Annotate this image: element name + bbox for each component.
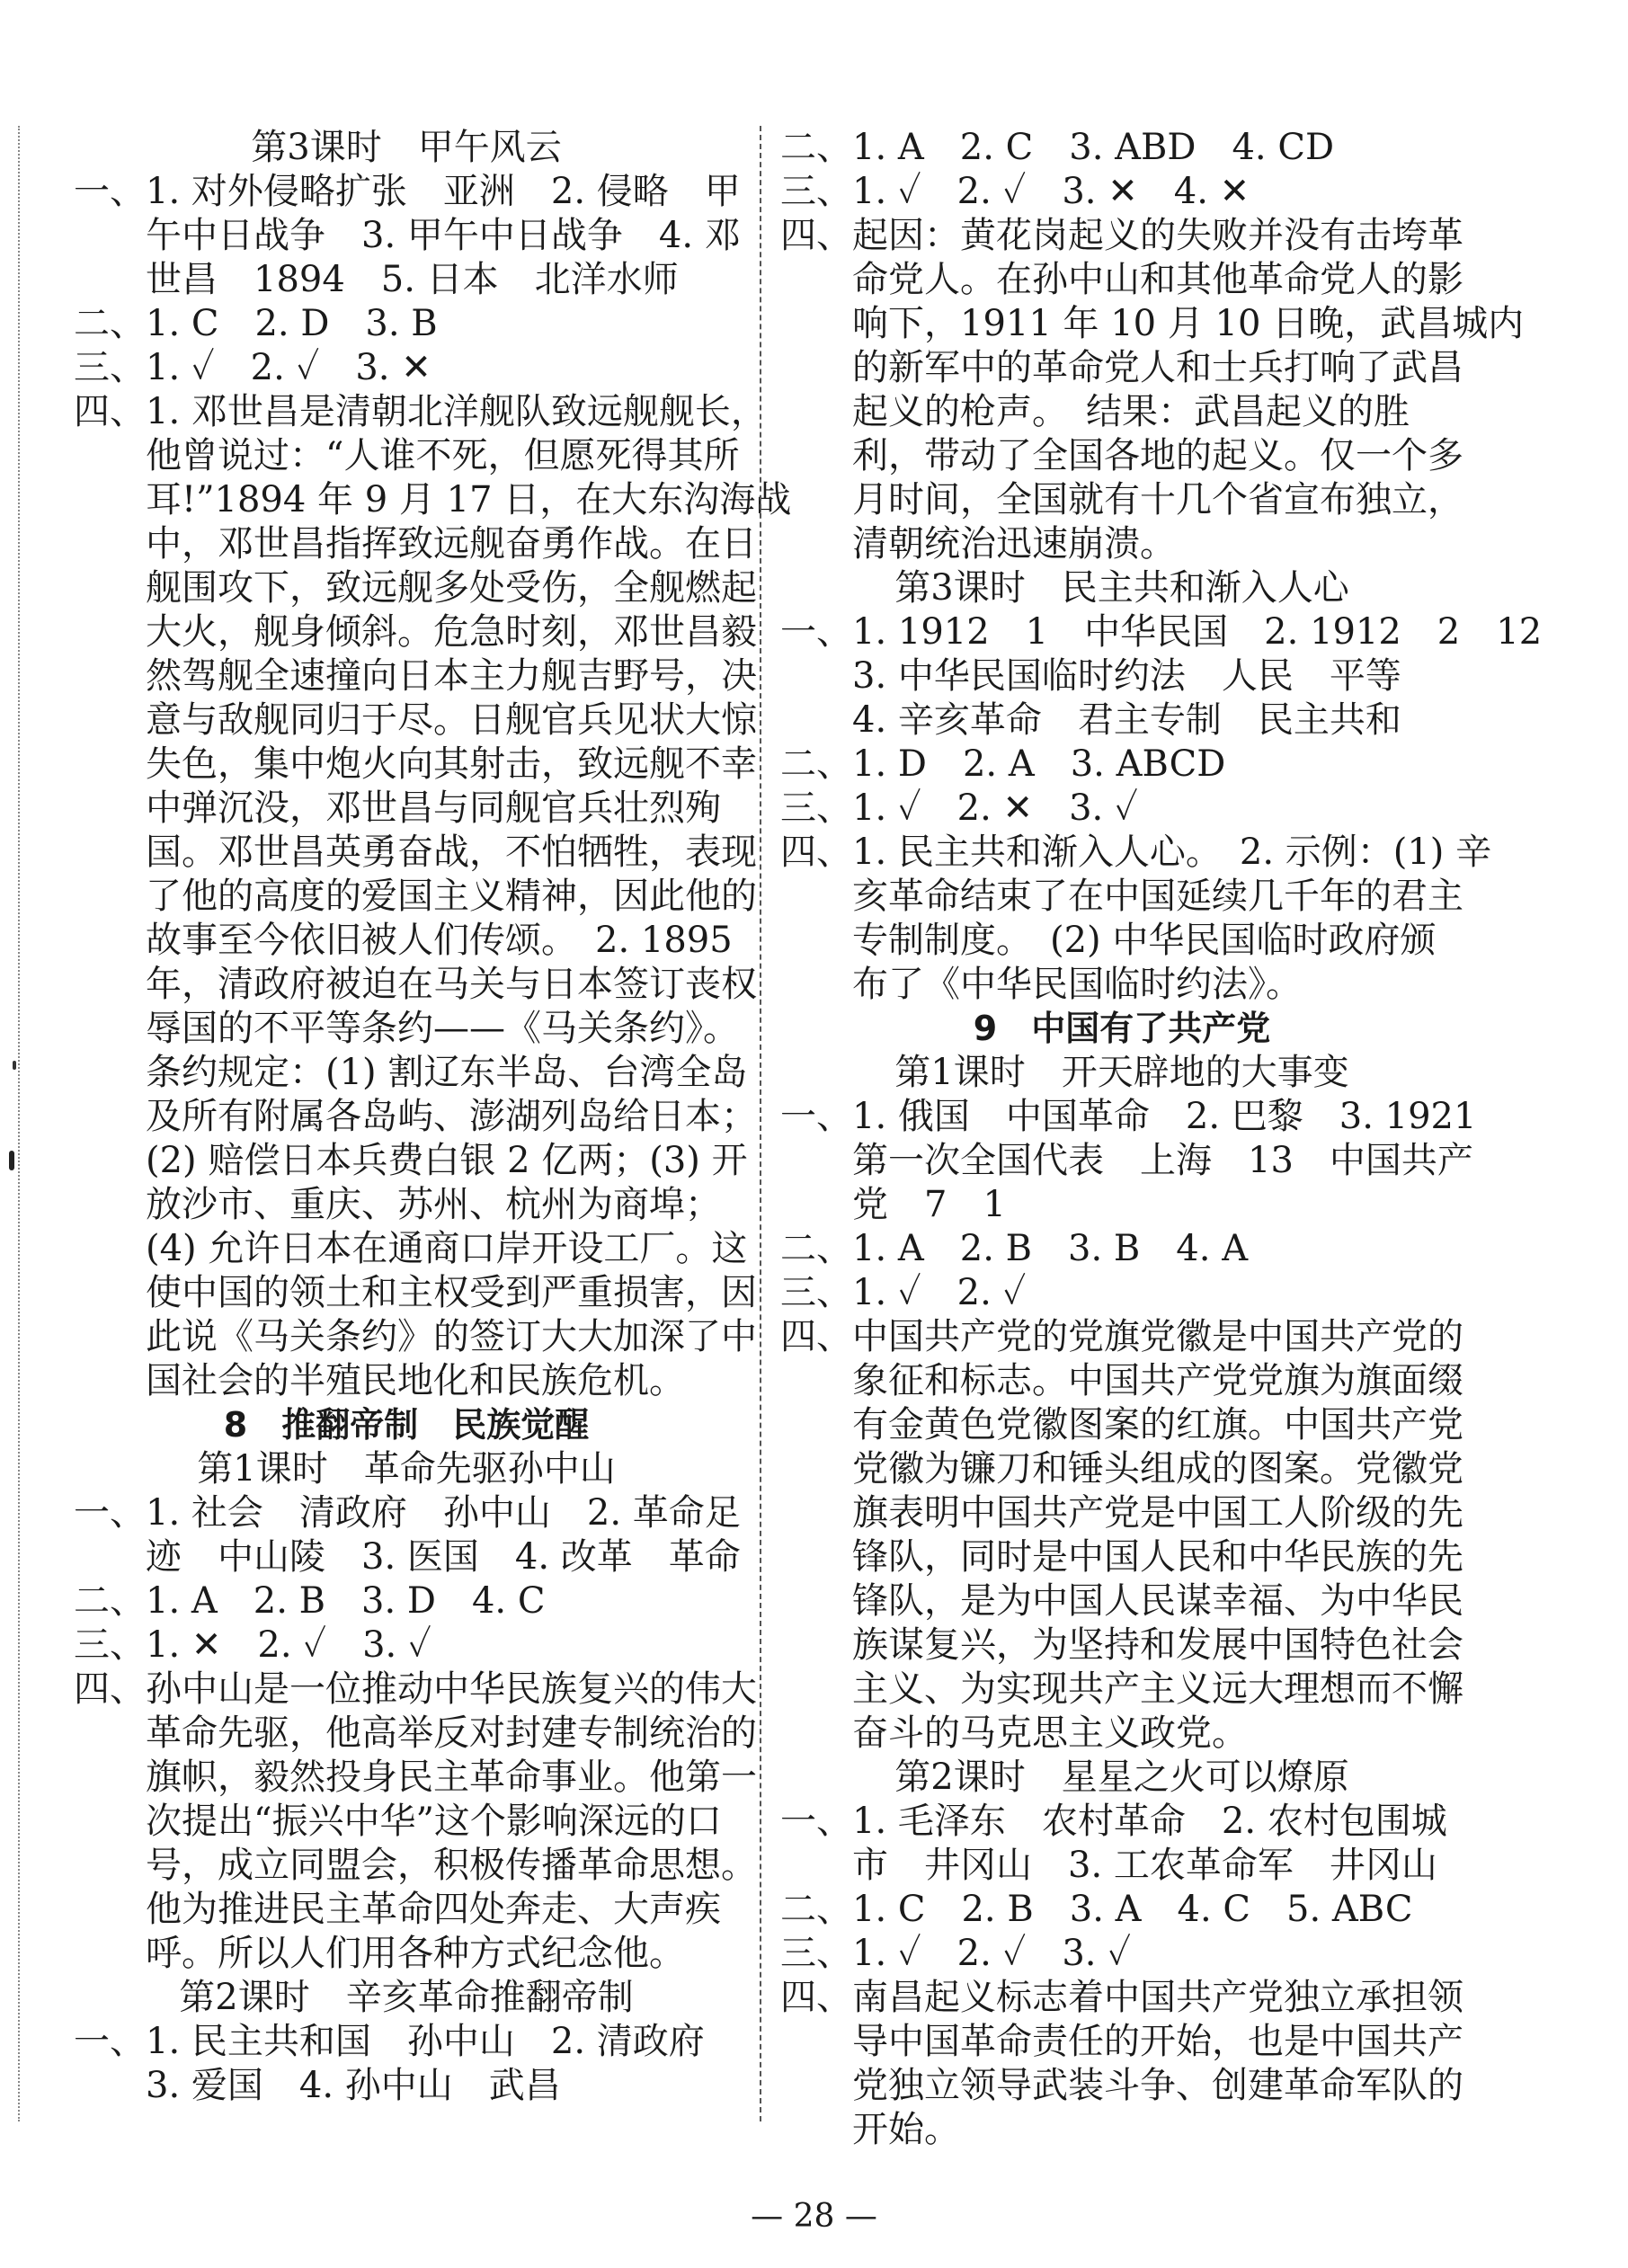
answer-continuation: 革命先驱，他高举反对封建专制统治的 bbox=[146, 1712, 757, 1754]
answer-continuation: 号，成立同盟会，积极传播革命思想。 bbox=[146, 1845, 757, 1886]
answer-continuation: 大火，舰身倾斜。危急时刻，邓世昌毅 bbox=[146, 611, 757, 653]
margin-guide bbox=[18, 126, 20, 2121]
answer-line: 二、1. A 2. B 3. D 4. C bbox=[74, 1580, 546, 1622]
right-column bbox=[780, 126, 1543, 2152]
answer-line: 三、1. ✓ 2. ✕ 3. ✓ bbox=[780, 787, 1138, 829]
answer-continuation: 锋队，是为中国人民谋幸福、为中华民 bbox=[852, 1580, 1463, 1622]
answer-continuation: 此说《马关条约》的签订大大加深了中 bbox=[146, 1316, 757, 1357]
answer-continuation: 意与敌舰同归于尽。日舰官兵见状大惊 bbox=[146, 699, 757, 741]
answer-continuation: 中，邓世昌指挥致远舰奋勇作战。在日 bbox=[146, 523, 757, 565]
left-column bbox=[74, 126, 792, 2108]
answer-continuation: 开始。 bbox=[852, 2109, 960, 2150]
answer-continuation: 中弹沉没，邓世昌与同舰官兵壮烈殉 bbox=[146, 787, 721, 829]
answer-line: 三、1. ✓ 2. ✓ 3. ✕ bbox=[74, 347, 431, 388]
answer-continuation: 放沙市、重庆、苏州、杭州为商埠； bbox=[146, 1184, 721, 1225]
answer-continuation: 午中日战争 3. 甲午中日战争 4. 邓 bbox=[146, 215, 741, 256]
answer-continuation: 命党人。在孙中山和其他革命党人的影 bbox=[852, 259, 1463, 300]
answer-continuation: 年，清政府被迫在马关与日本签订丧权 bbox=[146, 964, 757, 1005]
answer-continuation: 失色，集中炮火向其射击，致远舰不幸 bbox=[146, 743, 757, 785]
answer-continuation: 专制制度。 (2) 中华民国临时政府颁 bbox=[852, 920, 1437, 961]
lesson-heading: 第2课时 辛亥革命推翻帝制 bbox=[179, 1977, 634, 2018]
answer-line: 一、1. 1912 1 中华民国 2. 1912 2 12 bbox=[780, 611, 1543, 653]
answer-continuation: 他为推进民主革命四处奔走、大声疾 bbox=[146, 1889, 721, 1930]
answer-continuation: 象征和标志。中国共产党党旗为旗面缀 bbox=[852, 1360, 1463, 1401]
answer-continuation: 清朝统治迅速崩溃。 bbox=[852, 523, 1176, 565]
scan-mark bbox=[9, 1151, 14, 1170]
answer-line: 一、1. 民主共和国 孙中山 2. 清政府 bbox=[74, 2021, 705, 2062]
answer-continuation: 他曾说过：“人谁不死，但愿死得其所 bbox=[146, 435, 740, 476]
unit-heading: 8 推翻帝制 民族觉醒 bbox=[223, 1405, 590, 1445]
answer-continuation: 国。邓世昌英勇奋战，不怕牺牲，表现 bbox=[146, 832, 757, 873]
answer-continuation: 布了《中华民国临时约法》。 bbox=[852, 964, 1302, 1005]
lesson-heading: 第2课时 星星之火可以燎原 bbox=[894, 1757, 1349, 1798]
answer-continuation: 条约规定：(1) 割辽东半岛、台湾全岛 bbox=[146, 1052, 748, 1093]
answer-continuation: 辱国的不平等条约——《马关条约》。 bbox=[146, 1008, 739, 1049]
answer-line: 一、1. 俄国 中国革命 2. 巴黎 3. 1921 bbox=[780, 1096, 1477, 1137]
lesson-heading: 第1课时 开天辟地的大事变 bbox=[894, 1052, 1349, 1093]
answer-continuation: 族谋复兴，为坚持和发展中国特色社会 bbox=[852, 1624, 1463, 1666]
answer-continuation: 故事至今依旧被人们传颂。 2. 1895 bbox=[146, 920, 733, 961]
lesson-heading: 第3课时 甲午风云 bbox=[251, 127, 562, 168]
lesson-heading: 第3课时 民主共和渐入人心 bbox=[894, 567, 1349, 609]
answer-continuation: 党 7 1 bbox=[852, 1184, 1006, 1225]
answer-continuation: 第一次全国代表 上海 13 中国共产 bbox=[852, 1140, 1473, 1181]
answer-continuation: 了他的高度的爱国主义精神，因此他的 bbox=[146, 876, 757, 917]
answer-continuation: 3. 爱国 4. 孙中山 武昌 bbox=[146, 2065, 561, 2106]
answer-continuation: 世昌 1894 5. 日本 北洋水师 bbox=[146, 259, 679, 300]
answer-continuation: 有金黄色党徽图案的红旗。中国共产党 bbox=[852, 1404, 1463, 1445]
answer-continuation: 利，带动了全国各地的起义。仅一个多 bbox=[852, 435, 1463, 476]
answer-continuation: 4. 辛亥革命 君主专制 民主共和 bbox=[852, 699, 1401, 741]
answer-continuation: 导中国革命责任的开始，也是中国共产 bbox=[852, 2021, 1463, 2062]
answer-continuation: 起义的枪声。 结果：武昌起义的胜 bbox=[852, 391, 1410, 432]
answer-line: 四、南昌起义标志着中国共产党独立承担领 bbox=[780, 1977, 1463, 2018]
answer-line: 三、1. ✓ 2. ✓ 3. ✓ bbox=[780, 1933, 1132, 1974]
answer-line: 一、1. 对外侵略扩张 亚洲 2. 侵略 甲 bbox=[74, 171, 741, 212]
answer-line: 二、1. D 2. A 3. ABCD bbox=[780, 743, 1226, 785]
answer-continuation: (2) 赔偿日本兵费白银 2 亿两；(3) 开 bbox=[146, 1140, 748, 1181]
answer-continuation: 旗表明中国共产党是中国工人阶级的先 bbox=[852, 1492, 1463, 1534]
column-divider bbox=[760, 126, 761, 2121]
answer-line: 四、1. 民主共和渐入人心。 2. 示例：(1) 辛 bbox=[780, 832, 1492, 873]
page-number: — 28 — bbox=[751, 2198, 877, 2235]
answer-continuation: 国社会的半殖民地化和民族危机。 bbox=[146, 1360, 685, 1401]
answer-continuation: 亥革命结束了在中国延续几千年的君主 bbox=[852, 876, 1463, 917]
answer-line: 四、孙中山是一位推动中华民族复兴的伟大 bbox=[74, 1668, 757, 1710]
answer-line: 三、1. ✓ 2. ✓ bbox=[780, 1272, 1027, 1313]
answer-line: 四、中国共产党的党旗党徽是中国共产党的 bbox=[780, 1316, 1463, 1357]
answer-line: 三、1. ✕ 2. ✓ 3. ✓ bbox=[74, 1624, 431, 1666]
scan-mark bbox=[13, 1061, 16, 1070]
answer-line: 一、1. 社会 清政府 孙中山 2. 革命足 bbox=[74, 1492, 741, 1534]
answer-continuation: 响下，1911 年 10 月 10 日晚，武昌城内 bbox=[852, 303, 1525, 344]
answer-line: 三、1. ✓ 2. ✓ 3. ✕ 4. ✕ bbox=[780, 171, 1250, 212]
answer-line: 二、1. C 2. B 3. A 4. C 5. ABC bbox=[780, 1889, 1413, 1930]
answer-continuation: 迹 中山陵 3. 医国 4. 改革 革命 bbox=[146, 1536, 741, 1578]
answer-continuation: 党徽为镰刀和锤头组成的图案。党徽党 bbox=[852, 1448, 1463, 1490]
answer-line: 一、1. 毛泽东 农村革命 2. 农村包围城 bbox=[780, 1801, 1447, 1842]
answer-continuation: 市 井冈山 3. 工农革命军 井冈山 bbox=[852, 1845, 1437, 1886]
answer-continuation: 锋队，同时是中国人民和中华民族的先 bbox=[852, 1536, 1463, 1578]
answer-continuation: 月时间，全国就有十几个省宣布独立， bbox=[852, 479, 1463, 520]
answer-line: 四、起因：黄花岗起义的失败并没有击垮革 bbox=[780, 215, 1463, 256]
answer-continuation: 使中国的领土和主权受到严重损害，因 bbox=[146, 1272, 757, 1313]
answer-continuation: 旗帜，毅然投身民主革命事业。他第一 bbox=[146, 1757, 757, 1798]
answer-continuation: 3. 中华民国临时约法 人民 平等 bbox=[852, 655, 1401, 697]
answer-continuation: 主义、为实现共产主义远大理想而不懈 bbox=[852, 1668, 1463, 1710]
answer-continuation: 耳!”1894 年 9 月 17 日，在大东沟海战 bbox=[146, 479, 792, 520]
lesson-heading: 第1课时 革命先驱孙中山 bbox=[197, 1448, 616, 1490]
answer-continuation: 呼。所以人们用各种方式纪念他。 bbox=[146, 1933, 685, 1974]
answer-line: 二、1. A 2. B 3. B 4. A bbox=[780, 1228, 1249, 1269]
answer-continuation: 党独立领导武装斗争、创建革命军队的 bbox=[852, 2065, 1463, 2106]
answer-continuation: 奋斗的马克思主义政党。 bbox=[852, 1712, 1248, 1754]
answer-continuation: (4) 允许日本在通商口岸开设工厂。这 bbox=[146, 1228, 748, 1269]
answer-line: 二、1. C 2. D 3. B bbox=[74, 303, 438, 344]
answer-continuation: 然驾舰全速撞向日本主力舰吉野号，决 bbox=[146, 655, 757, 697]
answer-line: 四、1. 邓世昌是清朝北洋舰队致远舰舰长， bbox=[74, 391, 767, 432]
answer-continuation: 及所有附属各岛屿、澎湖列岛给日本； bbox=[146, 1096, 757, 1137]
answer-continuation: 舰围攻下，致远舰多处受伤，全舰燃起 bbox=[146, 567, 757, 609]
answer-continuation: 的新军中的革命党人和士兵打响了武昌 bbox=[852, 347, 1463, 388]
unit-heading: 9 中国有了共产党 bbox=[973, 1009, 1271, 1048]
answer-line: 二、1. A 2. C 3. ABD 4. CD bbox=[780, 127, 1335, 168]
answer-continuation: 次提出“振兴中华”这个影响深远的口 bbox=[146, 1801, 722, 1842]
